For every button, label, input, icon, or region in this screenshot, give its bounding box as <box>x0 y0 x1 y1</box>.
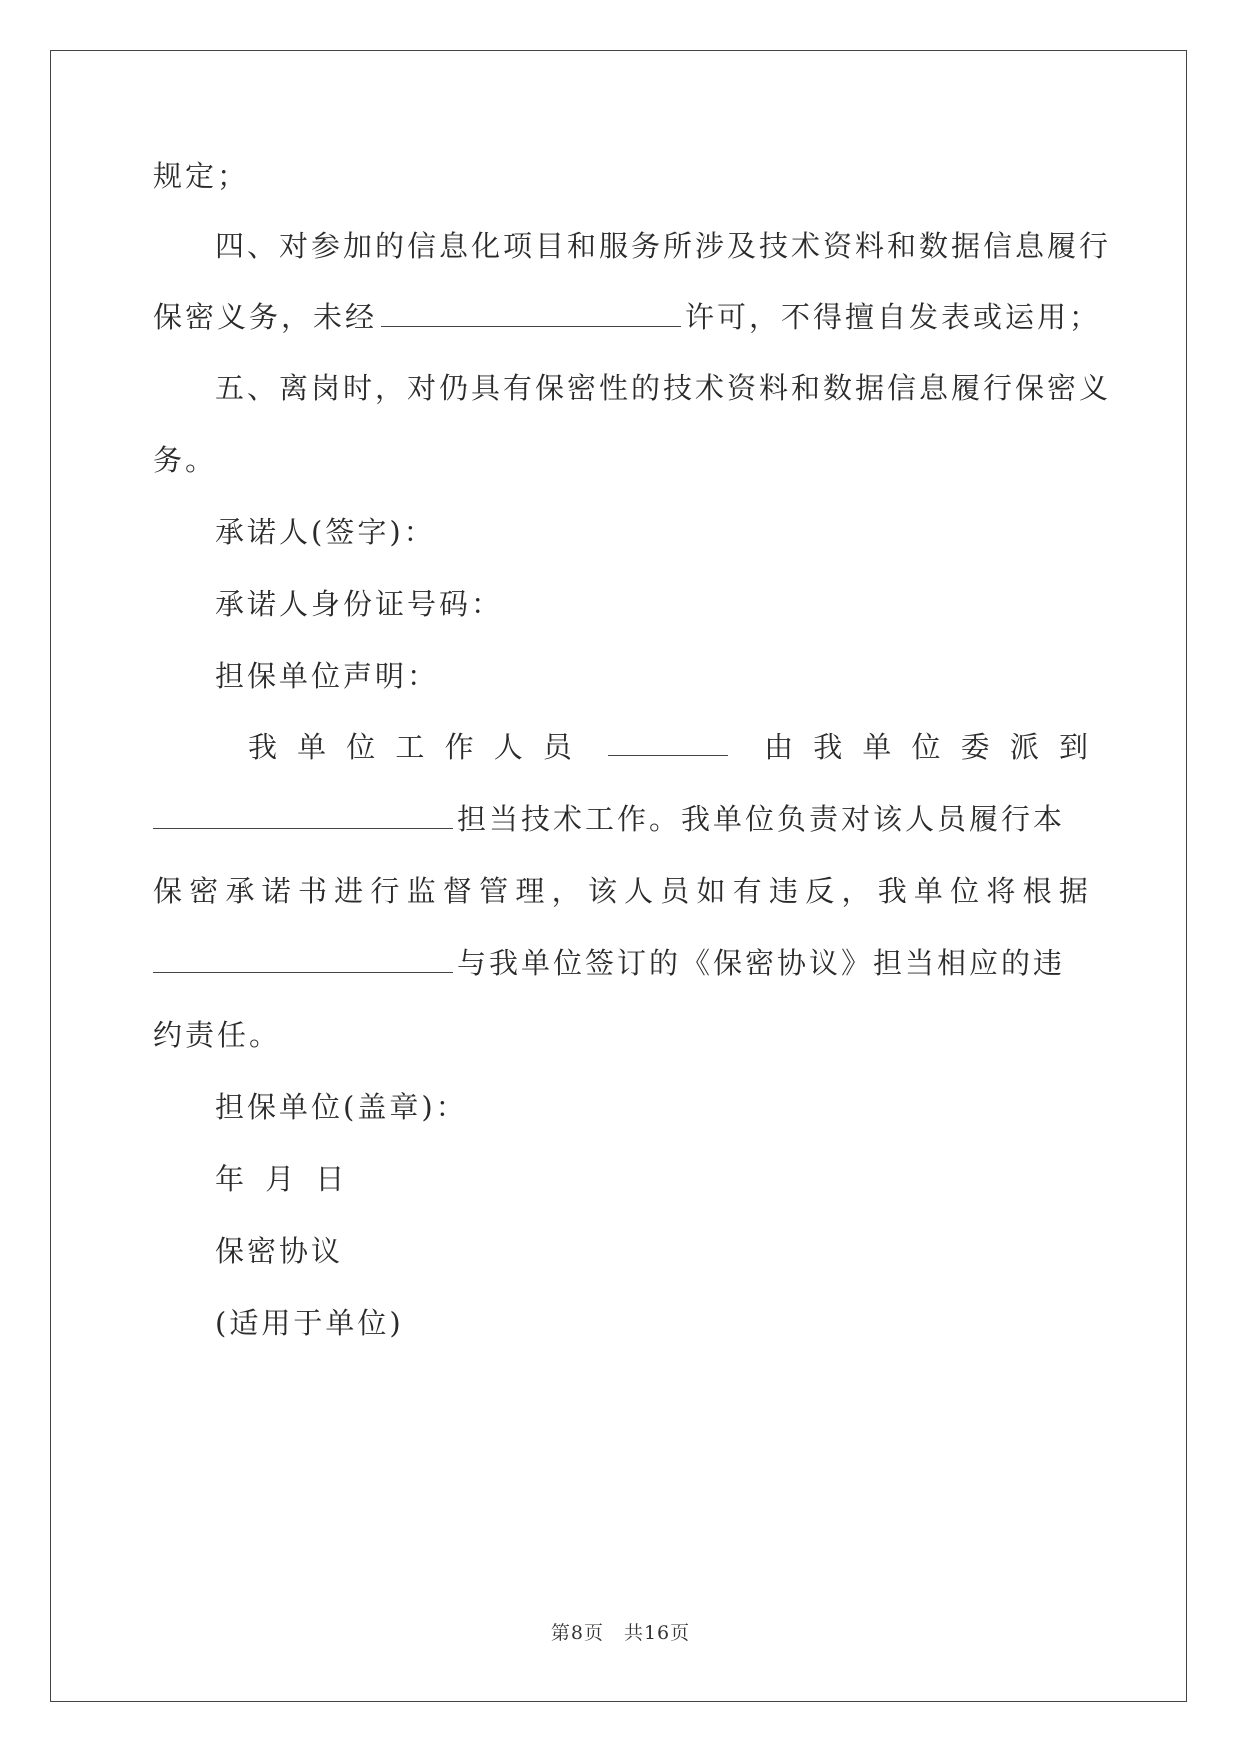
l11-char: 根 <box>1022 874 1052 908</box>
l11-char: 密 <box>189 874 219 908</box>
blank-field-staff-name[interactable] <box>608 727 728 756</box>
text-line-5: 务。 <box>153 443 218 477</box>
text-line-2: 四、对参加的信息化项目和服务所涉及技术资料和数据信息履行 <box>215 229 1112 263</box>
l11-char: 单 <box>913 874 943 908</box>
l11-char: 行 <box>370 874 400 908</box>
id-number-label: 承诺人身份证号码： <box>215 587 504 621</box>
l11-char: 反 <box>805 874 835 908</box>
l11-char: 诺 <box>261 874 291 908</box>
l11-char: 该 <box>587 874 617 908</box>
l11-char: 将 <box>986 874 1016 908</box>
l11-char: 承 <box>225 874 255 908</box>
l11-char: 督 <box>442 874 472 908</box>
section-subtitle: (适用于单位) <box>215 1306 404 1340</box>
l9-char: 作 <box>444 730 474 764</box>
text-line-10-end: 担当技术工作。我单位负责对该人员履行本 <box>457 802 1066 836</box>
text-line-12 <box>153 943 1088 983</box>
l9-char: 到 <box>1058 730 1088 764</box>
text-line-3-end: 许可，不得擅自发表或运用； <box>685 300 1102 334</box>
l9-char: 人 <box>493 730 523 764</box>
l11-char: 人 <box>624 874 654 908</box>
guarantor-statement-heading: 担保单位声明： <box>215 659 440 693</box>
text-line-12-end: 与我单位签订的《保密协议》担当相应的违 <box>457 946 1066 980</box>
l11-char: 监 <box>406 874 436 908</box>
l11-char: 员 <box>660 874 690 908</box>
l11-char: 我 <box>877 874 907 908</box>
l11-char: 保 <box>153 874 183 908</box>
l11-char: ， <box>841 874 871 908</box>
l9-char: 由 <box>764 730 794 764</box>
l11-char: 有 <box>732 874 762 908</box>
l9-char: 单 <box>297 730 327 764</box>
page-footer: 第8页 共16页 <box>550 1622 691 1644</box>
l9-char: 位 <box>911 730 941 764</box>
text-line-3 <box>153 297 1102 337</box>
l9-char: 委 <box>960 730 990 764</box>
text-line-4: 五、离岗时，对仍具有保密性的技术资料和数据信息履行保密义 <box>215 371 1112 405</box>
text-line-3-start: 保密义务，未经 <box>153 300 378 334</box>
l9-char: 派 <box>1009 730 1039 764</box>
blank-field-approver[interactable] <box>381 298 681 327</box>
l11-char: 位 <box>950 874 980 908</box>
guarantor-seal-label: 担保单位(盖章)： <box>215 1090 468 1124</box>
l9-char: 单 <box>862 730 892 764</box>
blank-field-party[interactable] <box>153 944 453 973</box>
text-line-13: 约责任。 <box>153 1018 282 1052</box>
text-line-9 <box>248 727 1088 767</box>
l9-char: 我 <box>248 730 278 764</box>
blank-field-assignment[interactable] <box>153 800 453 829</box>
l11-char: ， <box>551 874 581 908</box>
l9-char: 员 <box>542 730 572 764</box>
signature-label: 承诺人(签字)： <box>215 515 436 549</box>
text-line-10 <box>153 799 1088 839</box>
l11-char: 进 <box>334 874 364 908</box>
l9-char: 工 <box>395 730 425 764</box>
l9-char: 我 <box>813 730 843 764</box>
l11-char: 书 <box>297 874 327 908</box>
l11-char: 违 <box>768 874 798 908</box>
l11-char: 理 <box>515 874 545 908</box>
date-label: 年 月 日 <box>215 1162 351 1196</box>
l11-char: 如 <box>696 874 726 908</box>
text-line-1: 规定； <box>153 159 250 193</box>
section-title: 保密协议 <box>215 1234 344 1268</box>
l9-char: 位 <box>346 730 376 764</box>
text-line-11 <box>153 871 1088 911</box>
l11-char: 管 <box>479 874 509 908</box>
l11-char: 据 <box>1058 874 1088 908</box>
